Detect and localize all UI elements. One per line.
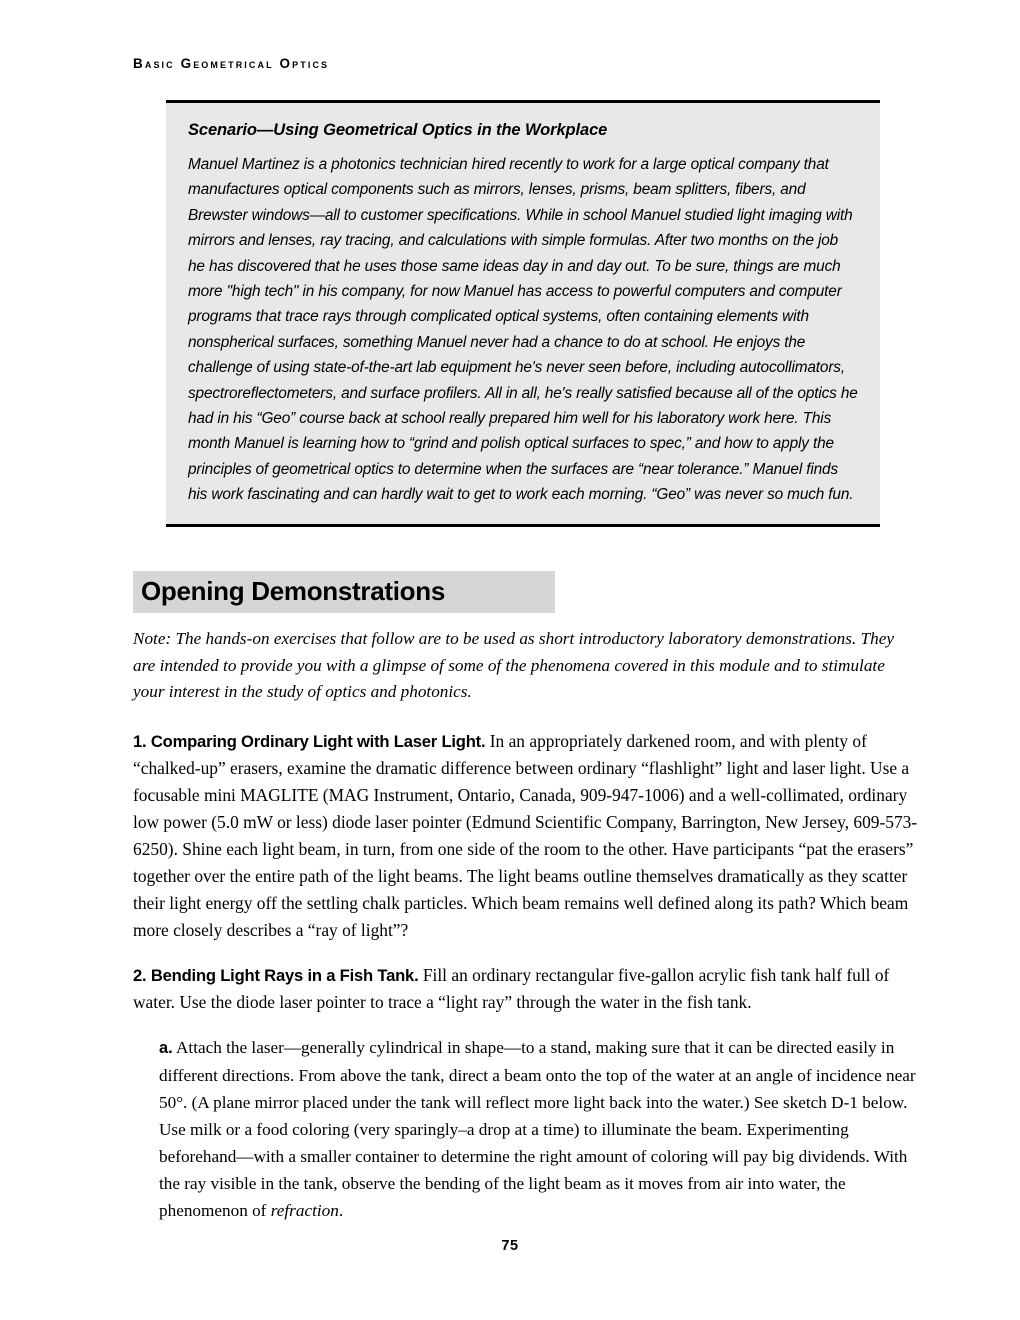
demo-subitem-a [159,1034,917,1224]
demo-item-2-lead: 2. Bending Light Rays in a Fish Tank. [133,965,419,985]
page-number: 75 [501,1238,519,1254]
demo-item-2 [133,962,918,1016]
scenario-box [166,100,880,527]
running-head: Basic Geometrical Optics [133,56,330,71]
demo-subitem-a-body-end: . [338,1200,344,1220]
demo-item-2-body: Fill an ordinary rectangular five-gallon acrylic fish tank half full of water. Use the diode laser pointer to trace a “light ray” through the water in the fish tank. [133,964,890,1012]
section-heading-label: Opening Demonstrations [141,575,445,606]
scenario-title: Scenario—Using Geometrical Optics in the Workplace [188,121,608,139]
section-heading-band [133,571,555,613]
main-content [133,626,918,1224]
scenario-body-text: Manuel Martinez is a photonics technician hired recently to work for a large optical company that manufactures optical components such as mirrors, lenses, prisms, beam splitters, fibers, and Brewster windows—all to customer specifications. While in school Manuel studied light imaging with mirrors and lenses, ray tracing, and calculations with simple formulas. After two months on the job he has discovered that he uses those same ideas day in and day out. To be sure, things are much more "high tech" in his company, for now Manuel has access to powerful computers and computer programs that trace rays through complicated optical systems, often containing elements with nonspherical surfaces, something Manuel never had a chance to do at school. He enjoys the challenge of using state-of-the-art lab equipment he's never seen before, including autocollimators, spectroreflectometers, and surface profilers. All in all, he's really satisfied because all of the optics he had in his “Geo” course back at school really prepared him well for his laboratory work here. This month Manuel is learning how to “grind and polish optical surfaces to spec,” and how to apply the principles of geometrical optics to determine when the surfaces are “near tolerance.” Manuel finds his work fascinating and can hardly wait to get to work each morning. “Geo” was never so much fun. [188,156,858,504]
demo-subitem-a-lead: a. [159,1038,173,1057]
demo-item-1-body: In an appropriately darkened room, and with plenty of “chalked-up” erasers, examine the dramatic difference between ordinary “flashlight” light and laser light. Use a focusable mini MAGLITE (MAG Instrument, Ontario, Canada, 909-947-1006) and a well-collimated, ordinary low power (5.0 mW or less) diode laser pointer (Edmund Scientific Company, Barrington, New Jersey, 609-573-6250). Shine each light beam, in turn, from one side of the room to the other. Have participants “pat the erasers” together over the entire path of the light beams. The light beams outline themselves dramatically as they scatter their light energy off the settling chalk particles. Which beam remains well defined along its path? Which beam more closely describes a “ray of light”? [133,730,918,940]
refraction-term: refraction [270,1200,339,1220]
demo-subitem-a-body: Attach the laser—generally cylindrical in shape—to a stand, making sure that it can be directed easily in different directions. From above the tank, direct a beam onto the top of the water at an angle of incidence near 50°. (A plane mirror placed under the tank will reflect more light back into the water.) See sketch D-1 below. Use milk or a food coloring (very sparingly–a drop at a time) to illuminate the beam. Experimenting beforehand—with a smaller container to determine the right amount of coloring will pay big dividends. With the ray visible in the tank, observe the bending of the light beam as it moves from air into water, the phenomenon of [159,1037,916,1220]
note-paragraph: Note: The hands-on exercises that follow are to be used as short introductory laboratory demonstrations. They are intended to provide you with a glimpse of some of the phenomena covered in this module and to stimulate your interest in the study of optics and photonics. [133,629,894,701]
demo-item-1-lead: 1. Comparing Ordinary Light with Laser Light. [133,731,486,751]
demo-item-1 [133,728,918,944]
